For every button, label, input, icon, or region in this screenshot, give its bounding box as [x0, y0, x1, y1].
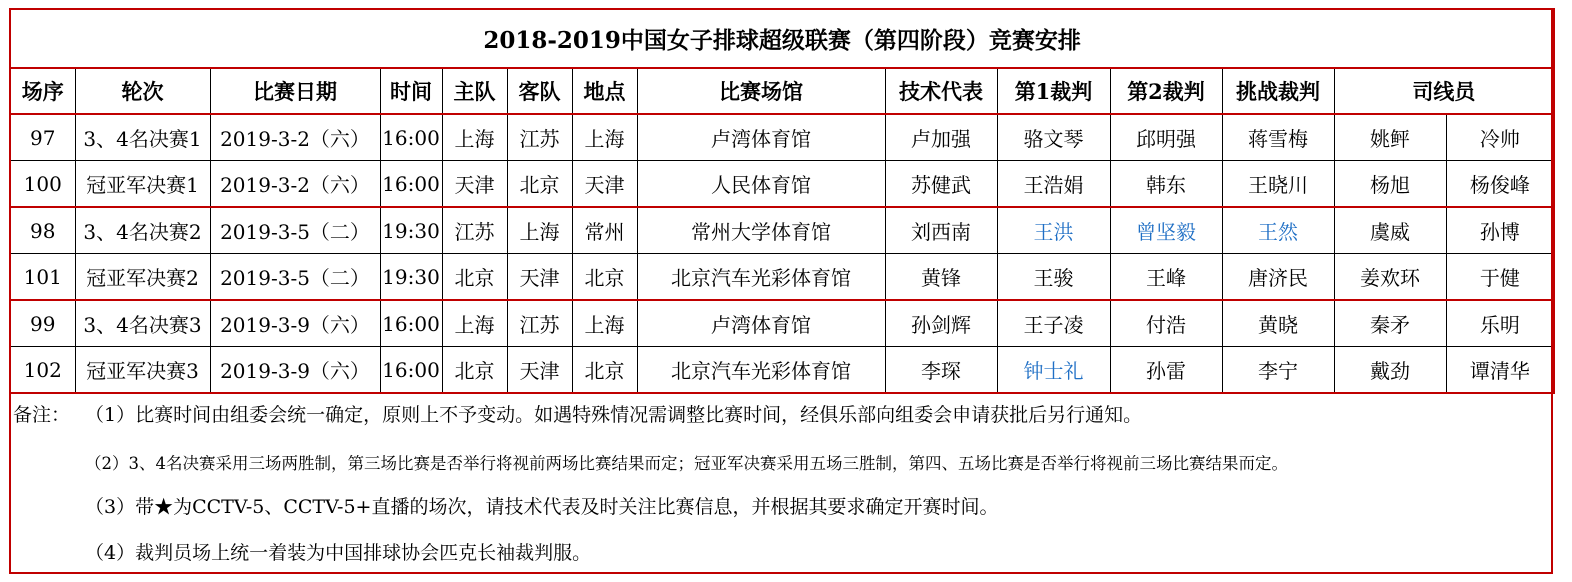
cell-tech: 卢加强 [885, 114, 997, 161]
cell-time: 16:00 [380, 161, 442, 208]
cell-time: 16:00 [380, 347, 442, 394]
note-4: （4）裁判员场上统一着装为中国排球协会匹克长袖裁判服。 [85, 542, 592, 564]
note-2: （2）3、4名决赛采用三场两胜制，第三场比赛是否举行将视前两场比赛结果而定；冠亚军决赛采用五场三胜制，第四、五场比赛是否举行将视前三场比赛结果而定。 [85, 454, 1288, 473]
header-home: 主队 [442, 68, 507, 114]
cell-round: 冠亚军决赛2 [75, 254, 210, 301]
cell-order: 100 [10, 161, 75, 208]
cell-linesman-1: 姜欢环 [1334, 254, 1446, 301]
cell-tech: 黄锋 [885, 254, 997, 301]
cell-venue: 常州大学体育馆 [637, 207, 885, 254]
cell-challenge: 王然 [1222, 207, 1334, 254]
cell-home: 江苏 [442, 207, 507, 254]
cell-place: 上海 [572, 300, 637, 347]
cell-venue: 北京汽车光彩体育馆 [637, 254, 885, 301]
cell-linesman-2: 谭清华 [1446, 347, 1554, 394]
cell-away: 江苏 [507, 300, 572, 347]
cell-tech: 刘西南 [885, 207, 997, 254]
cell-place: 天津 [572, 161, 637, 208]
cell-round: 冠亚军决赛1 [75, 161, 210, 208]
cell-place: 上海 [572, 114, 637, 161]
header-date: 比赛日期 [210, 68, 380, 114]
note-1: （1）比赛时间由组委会统一确定，原则上不予变动。如遇特殊情况需调整比赛时间，经俱乐部向组委会申请获批后另行通知。 [85, 404, 1143, 426]
cell-linesman-2: 冷帅 [1446, 114, 1554, 161]
cell-linesman-2: 孙博 [1446, 207, 1554, 254]
header-linesmen: 司线员 [1334, 68, 1554, 114]
cell-round: 冠亚军决赛3 [75, 347, 210, 394]
cell-ref2: 曾坚毅 [1110, 207, 1222, 254]
cell-place: 北京 [572, 254, 637, 301]
header-place: 地点 [572, 68, 637, 114]
cell-place: 常州 [572, 207, 637, 254]
cell-challenge: 王晓川 [1222, 161, 1334, 208]
outer-frame [9, 8, 1553, 574]
cell-round: 3、4名决赛2 [75, 207, 210, 254]
cell-date: 2019-3-2（六） [210, 114, 380, 161]
header-time: 时间 [380, 68, 442, 114]
header-order: 场序 [10, 68, 75, 114]
cell-ref2: 邱明强 [1110, 114, 1222, 161]
cell-home: 北京 [442, 254, 507, 301]
header-round: 轮次 [75, 68, 210, 114]
cell-order: 97 [10, 114, 75, 161]
cell-challenge: 蒋雪梅 [1222, 114, 1334, 161]
cell-venue: 北京汽车光彩体育馆 [637, 347, 885, 394]
cell-linesman-1: 戴劲 [1334, 347, 1446, 394]
note-3: （3）带★为CCTV-5、CCTV-5+直播的场次，请技术代表及时关注比赛信息，并根据其要求确定开赛时间。 [85, 496, 999, 518]
cell-round: 3、4名决赛1 [75, 114, 210, 161]
cell-tech: 李琛 [885, 347, 997, 394]
cell-time: 19:30 [380, 207, 442, 254]
notes-label: 备注： [13, 404, 71, 426]
page-title: 2018-2019中国女子排球超级联赛（第四阶段）竞赛安排 [10, 9, 1554, 69]
cell-away: 北京 [507, 161, 572, 208]
cell-time: 19:30 [380, 254, 442, 301]
header-ref2: 第2裁判 [1110, 68, 1222, 114]
cell-order: 102 [10, 347, 75, 394]
cell-linesman-2: 杨俊峰 [1446, 161, 1554, 208]
cell-order: 99 [10, 300, 75, 347]
cell-ref1: 王浩娟 [997, 161, 1110, 208]
cell-linesman-2: 乐明 [1446, 300, 1554, 347]
cell-home: 上海 [442, 114, 507, 161]
cell-ref2: 韩东 [1110, 161, 1222, 208]
header-away: 客队 [507, 68, 572, 114]
cell-order: 98 [10, 207, 75, 254]
cell-time: 16:00 [380, 114, 442, 161]
cell-ref2: 王峰 [1110, 254, 1222, 301]
cell-linesman-1: 秦矛 [1334, 300, 1446, 347]
cell-away: 天津 [507, 347, 572, 394]
cell-ref1: 钟士礼 [997, 347, 1110, 394]
cell-round: 3、4名决赛3 [75, 300, 210, 347]
cell-time: 16:00 [380, 300, 442, 347]
cell-home: 天津 [442, 161, 507, 208]
cell-away: 上海 [507, 207, 572, 254]
cell-challenge: 李宁 [1222, 347, 1334, 394]
header-tech: 技术代表 [885, 68, 997, 114]
cell-date: 2019-3-5（二） [210, 254, 380, 301]
cell-linesman-1: 姚鲆 [1334, 114, 1446, 161]
cell-ref2: 付浩 [1110, 300, 1222, 347]
cell-tech: 孙剑辉 [885, 300, 997, 347]
cell-tech: 苏健武 [885, 161, 997, 208]
cell-place: 北京 [572, 347, 637, 394]
cell-venue: 人民体育馆 [637, 161, 885, 208]
cell-ref1: 王洪 [997, 207, 1110, 254]
header-ref1: 第1裁判 [997, 68, 1110, 114]
header-challenge: 挑战裁判 [1222, 68, 1334, 114]
cell-date: 2019-3-9（六） [210, 300, 380, 347]
cell-ref2: 孙雷 [1110, 347, 1222, 394]
cell-challenge: 黄晓 [1222, 300, 1334, 347]
cell-linesman-1: 虞威 [1334, 207, 1446, 254]
cell-home: 北京 [442, 347, 507, 394]
cell-away: 天津 [507, 254, 572, 301]
cell-away: 江苏 [507, 114, 572, 161]
cell-order: 101 [10, 254, 75, 301]
cell-venue: 卢湾体育馆 [637, 300, 885, 347]
cell-date: 2019-3-2（六） [210, 161, 380, 208]
cell-ref1: 王骏 [997, 254, 1110, 301]
cell-linesman-2: 于健 [1446, 254, 1554, 301]
cell-linesman-1: 杨旭 [1334, 161, 1446, 208]
header-venue: 比赛场馆 [637, 68, 885, 114]
cell-date: 2019-3-5（二） [210, 207, 380, 254]
cell-ref1: 骆文琴 [997, 114, 1110, 161]
cell-ref1: 王子凌 [997, 300, 1110, 347]
cell-date: 2019-3-9（六） [210, 347, 380, 394]
cell-home: 上海 [442, 300, 507, 347]
cell-challenge: 唐济民 [1222, 254, 1334, 301]
cell-venue: 卢湾体育馆 [637, 114, 885, 161]
